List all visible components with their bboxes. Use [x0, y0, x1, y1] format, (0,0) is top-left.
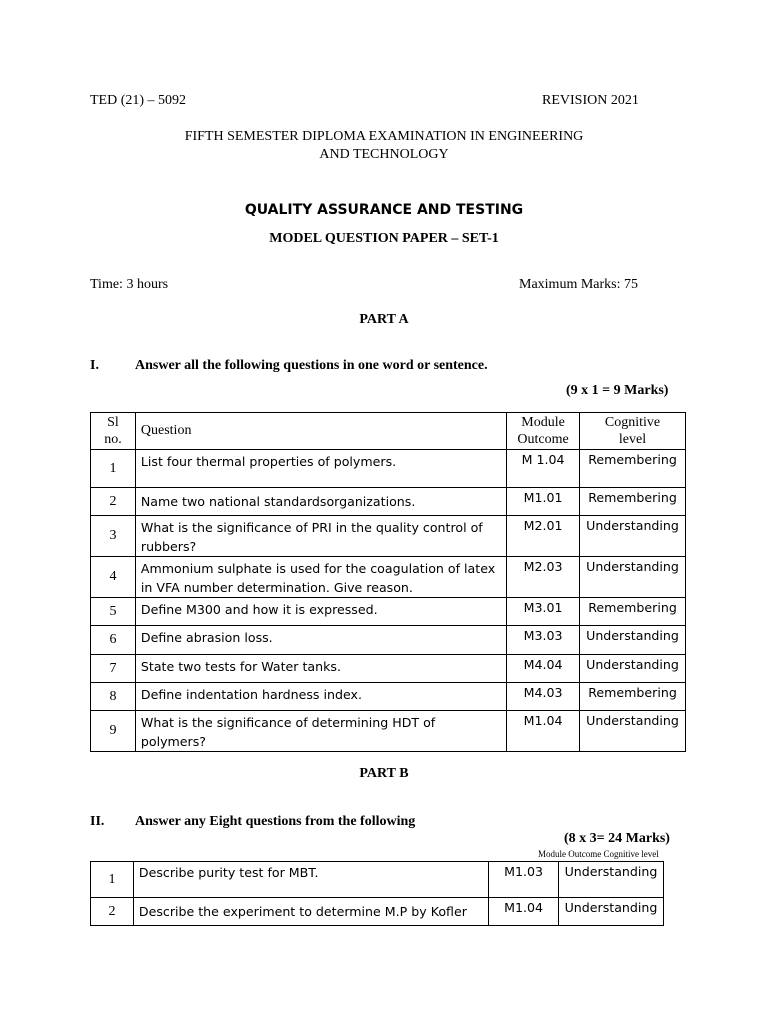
question-text: Ammonium sulphate is used for the coagulation of latex in VFA number determination. Give reason. — [135, 557, 506, 598]
module-outcome: M4.04 — [507, 655, 580, 683]
part-a-marks: (9 x 1 = 9 Marks) — [566, 383, 669, 398]
question-text: Define abrasion loss. — [135, 626, 506, 655]
table-row — [91, 598, 686, 626]
module-outcome: M1.01 — [507, 488, 580, 516]
row-number: 8 — [91, 683, 136, 711]
module-outcome: M2.03 — [507, 557, 580, 598]
cognitive-level: Understanding — [580, 516, 686, 557]
table-row — [91, 711, 686, 752]
part-b-marks: (8 x 3= 24 Marks) — [564, 831, 670, 846]
row-number: 5 — [91, 598, 136, 626]
col-module-outcome-header: Module Outcome — [507, 413, 580, 450]
table-row — [91, 898, 664, 926]
module-outcome: M2.01 — [507, 516, 580, 557]
row-number: 3 — [91, 516, 136, 557]
question-text: Describe purity test for MBT. — [133, 862, 488, 898]
module-outcome: M 1.04 — [507, 450, 580, 488]
row-number: 1 — [91, 862, 134, 898]
max-marks-label: Maximum Marks: 75 — [519, 277, 638, 292]
cognitive-level: Remembering — [580, 488, 686, 516]
cognitive-level: Remembering — [580, 683, 686, 711]
cognitive-level: Understanding — [559, 898, 664, 926]
cognitive-level: Understanding — [580, 557, 686, 598]
row-number: 7 — [91, 655, 136, 683]
table-row — [91, 557, 686, 598]
part-b-instruction: Answer any Eight questions from the following — [135, 814, 416, 829]
exam-title-line1: FIFTH SEMESTER DIPLOMA EXAMINATION IN ENGINEERING — [184, 129, 584, 144]
row-number: 2 — [91, 488, 136, 516]
part-a-header-row — [91, 413, 686, 450]
row-number: 9 — [91, 711, 136, 752]
module-outcome: M3.01 — [507, 598, 580, 626]
table-row — [91, 516, 686, 557]
part-a-section-number: I. — [90, 358, 99, 373]
paper-title: MODEL QUESTION PAPER – SET-1 — [269, 231, 499, 246]
question-text: Name two national standardsorganizations. — [135, 488, 506, 516]
col-cognitive-level-header: Cognitive level — [580, 413, 686, 450]
table-row — [91, 683, 686, 711]
paper-code: TED (21) – 5092 — [90, 93, 187, 108]
row-number: 1 — [91, 450, 136, 488]
exam-title-line2: AND TECHNOLOGY — [319, 147, 449, 162]
part-b-table — [90, 861, 664, 926]
row-number: 2 — [91, 898, 134, 926]
part-b-column-note: Module Outcome Cognitive level — [538, 849, 659, 859]
table-row — [91, 862, 664, 898]
time-label: Time: 3 hours — [90, 277, 169, 292]
question-text: Define indentation hardness index. — [135, 683, 506, 711]
col-question-header: Question — [135, 413, 506, 450]
question-text: What is the significance of PRI in the quality control of rubbers? — [135, 516, 506, 557]
table-row — [91, 626, 686, 655]
revision-label: REVISION 2021 — [542, 93, 639, 108]
cognitive-level: Remembering — [580, 598, 686, 626]
cognitive-level: Understanding — [580, 655, 686, 683]
col-sl-header: Sl no. — [91, 413, 136, 450]
module-outcome: M1.03 — [489, 862, 559, 898]
question-text: What is the significance of determining HDT of polymers? — [135, 711, 506, 752]
row-number: 4 — [91, 557, 136, 598]
module-outcome: M4.03 — [507, 683, 580, 711]
part-a-table — [90, 412, 686, 752]
part-b-section-number: II. — [90, 814, 105, 829]
cognitive-level: Understanding — [559, 862, 664, 898]
cognitive-level: Understanding — [580, 626, 686, 655]
table-row — [91, 488, 686, 516]
module-outcome: M1.04 — [489, 898, 559, 926]
subject-title: QUALITY ASSURANCE AND TESTING — [244, 202, 524, 218]
module-outcome: M1.04 — [507, 711, 580, 752]
question-text: Describe the experiment to determine M.P by Kofler — [133, 898, 488, 926]
cognitive-level: Remembering — [580, 450, 686, 488]
part-a-title: PART A — [359, 312, 409, 327]
table-row — [91, 655, 686, 683]
part-b-title: PART B — [359, 766, 409, 781]
cognitive-level: Understanding — [580, 711, 686, 752]
row-number: 6 — [91, 626, 136, 655]
question-text: Define M300 and how it is expressed. — [135, 598, 506, 626]
question-text: List four thermal properties of polymers. — [135, 450, 506, 488]
question-text: State two tests for Water tanks. — [135, 655, 506, 683]
table-row — [91, 450, 686, 488]
module-outcome: M3.03 — [507, 626, 580, 655]
part-a-instruction: Answer all the following questions in one word or sentence. — [135, 358, 488, 373]
